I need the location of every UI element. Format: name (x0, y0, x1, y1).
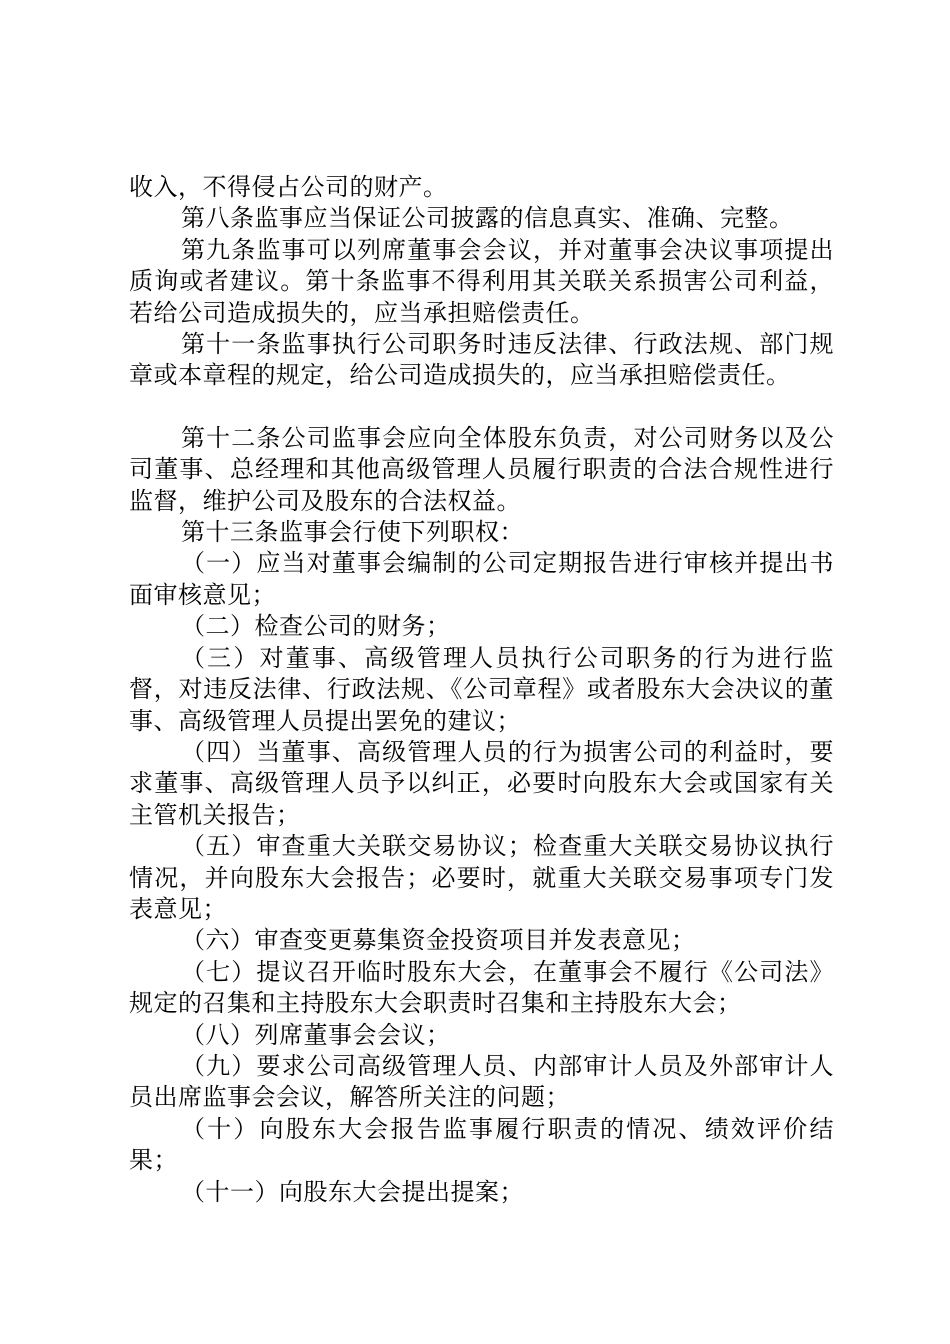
power-item-2: （二）检查公司的财务； (181, 612, 451, 641)
power-item-5: （五）审查重大关联交易协议；检查重大关联交易协议执行情况，并向股东大会报告；必要时，就重大关联交易事项专门发表意见； (129, 832, 834, 923)
paragraph-continuation: 收入，不得侵占公司的财产。 (129, 173, 448, 201)
power-item-10: （十）向股东大会报告监事履行职责的情况、绩效评价结果； (129, 1114, 834, 1175)
article-13: 第十三条监事会行使下列职权： (181, 518, 524, 547)
power-item-4: （四）当董事、高级管理人员的行为损害公司的利益时，要求董事、高级管理人员予以纠正，必要时向股东大会或国家有关主管机关报告； (129, 737, 834, 829)
power-item-11: （十一）向股东大会提出提案； (181, 1177, 524, 1206)
power-item-3: （三）对董事、高级管理人员执行公司职务的行为进行监督，对违反法律、行政法规、《公司章程》或者股东大会决议的董事、高级管理人员提出罢免的建议； (129, 643, 834, 735)
document-page (129, 172, 834, 1208)
paragraph-gap (129, 392, 834, 423)
power-item-9: （九）要求公司高级管理人员、内部审计人员及外部审计人员出席监事会会议，解答所关注的问题； (129, 1051, 834, 1112)
article-9-10: 第九条监事可以列席董事会会议，并对董事会决议事项提出质询或者建议。第十条监事不得利用其关联关系损害公司利益，若给公司造成损失的，应当承担赔偿责任。 (129, 235, 834, 327)
power-item-7: （七）提议召开临时股东大会，在董事会不履行《公司法》规定的召集和主持股东大会职责时召集和主持股东大会； (129, 957, 834, 1018)
article-12: 第十二条公司监事会应向全体股东负责，对公司财务以及公司董事、总经理和其他高级管理人员履行职责的合法合规性进行监督，维护公司及股东的合法权益。 (129, 423, 834, 515)
power-item-8: （八）列席董事会会议； (181, 1020, 451, 1049)
power-item-1: （一）应当对董事会编制的公司定期报告进行审核并提出书面审核意见； (129, 549, 834, 609)
power-item-6: （六）审查变更募集资金投资项目并发表意见； (181, 926, 696, 955)
article-8: 第八条监事应当保证公司披露的信息真实、准确、完整。 (181, 204, 794, 233)
article-11: 第十一条监事执行公司职务时违反法律、行政法规、部门规章或本章程的规定，给公司造成损失的，应当承担赔偿责任。 (129, 330, 834, 390)
